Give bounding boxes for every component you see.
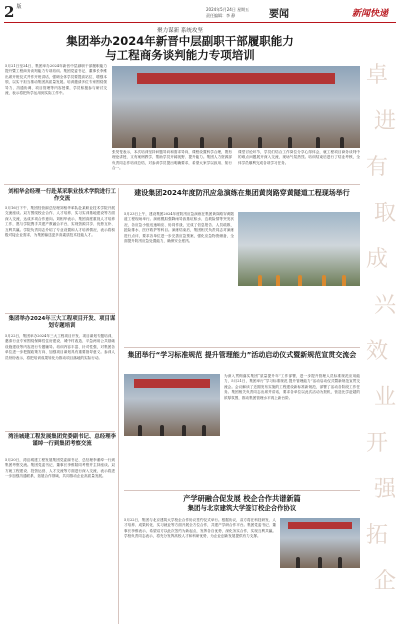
margin-slogan-char: 取 [373,201,396,226]
signing-participant [338,557,342,568]
margin-slogan-char: 强 [373,477,396,502]
lead-photo-audience [316,137,320,148]
lead-title-line-2: 与工程商务谈判能力专项培训 [105,48,255,62]
article-6-title: 产学研融合促发展 校企合作共谱新篇 [183,494,301,503]
lead-body-mid: 张昊旻表示，本次培训坚持问题导向和需求导向，课程设置科学合理，既有理论讲授，又有案例教学，帮助学员开阔视野、提升能力。集团人力资源部负责同志作培训总结，对参训学员提出明确要求，希望大家学以致用、知行合一。 [112,150,232,171]
article-6-subtitle: 集团与北京建筑大学签订校企合作协议 [187,504,297,512]
lead-photo-audience [200,137,204,148]
lead-photo-audience [132,137,136,148]
page-number-digit: 2 [4,3,15,21]
lead-bottom-rule [4,184,360,185]
meeting-attendee [202,425,206,436]
lead-photo-audience [228,137,232,148]
margin-slogan-char: 进 [373,109,396,134]
signing-participant [296,557,300,568]
right-rule-2 [124,490,360,491]
lead-kicker: 聚力谋新 系统攻坚 [157,28,203,34]
article-3-body: 5月20日，湾洼城建工程发展集团党委副书记、总经理李谨绰一行到集团考察交流。集团党委书记、董事长李维陪同考察并主持座谈。双方就工程建设、投资运营、人才交流等方面进行深入交流，表示将进一步加强沟通联系，拓展合作领域，共同推动企业高质量发展。 [5,458,115,479]
lead-body-right: 课堂讨论环节，学员们结合工作岗位分享心得体会，就工程项目商务谈判中的难点问题展开深入交流，现场气氛热烈。培训结束后进行了结业考核，全体学员顺利完成各项学习任务。 [238,150,360,165]
section-title: 要闻 [269,9,289,20]
article-6-photo [280,518,360,568]
drill-worker [342,275,346,286]
margin-slogan-char: 成 [365,247,388,272]
article-5-body: 为深入贯彻落实集团“质量提升年”工作部署，进一步提升管理人员标准规范应用能力，5月21日，集团举行“学习标准规范 提升管理能力”活动启动仪式暨新规范宣贯交流会。会议解读了近期发布实施的工程建设新标准新规范，部署了活动各阶段工作任务。集团相关负责同志出席并讲话，要求各单位以此次活动为契机，营造比学赶超的浓厚氛围，推动集团管理水平再上新台阶。 [224,374,360,400]
article-5-photo [124,374,220,436]
lead-title-line-1: 集团举办2024年新晋中层副职干部履职能力 [66,34,294,48]
article-5-photo-banner [134,379,211,388]
article-3-title: 湾洼城建工程发展集团党委副书记、总经理李谨绰一行到集团考察交流 [8,434,116,447]
margin-slogan-char: 兴 [373,293,396,318]
masthead-logo: 新闻快递 [352,9,389,19]
lead-photo-audience [258,137,262,148]
date-line: 2024年5月24日 星期五 [206,7,250,12]
lead-photo-audience [174,137,178,148]
margin-slogan-char: 拓 [365,523,388,548]
article-4-photo [238,212,360,286]
lead-body-left: 5月21日至24日，集团举办2024年新晋中层副职干部履职能力提升暨工程商务谈判能力专项培训。集团党委书记、董事长李维出席开班仪式并作开班讲话，强调全体学员要提高站位、增强本领，以实干担当推动集团高质量发展。培训邀请多位专家围绕领导力、沟通协调、项目管理等内容授课，学员积极参与研讨交流，表示将把所学运用到实际工作中。 [5,64,107,96]
meeting-attendee [182,425,186,436]
lead-photo-audience [288,137,292,148]
article-1-title: 刘相华会经理一行赴某采职业技术学院进行工作交流 [8,189,116,202]
margin-slogan-char: 开 [365,431,388,456]
lead-photo-audience [340,137,344,148]
article-2-title: 集团举办2024年三大工程项目开发、项目谋划专题培训 [8,316,116,329]
page-number-unit: 版 [16,4,22,10]
article-2-body: 5月22日，集团举办2024年三大工程项目开发、项目谋划专题培训，邀请行业专家围绕保障性住房建设、城中村改造、平急两用公共基础设施建设等内容进行专题辅导。培训内容丰富、针对性强，对集团各单位进一步把握政策方向、加强项目谋划具有重要指导意义。参训人员纷纷表示，将把培训成果转化为推动项目落地的实际行动。 [5,334,115,360]
margin-slogan-char: 效 [365,339,388,364]
right-rule-1 [124,347,360,348]
drill-worker [298,275,302,286]
margin-slogan-char: 卓 [365,63,388,88]
meeting-attendee [138,425,142,436]
lead-photo-banner [137,73,335,84]
meeting-attendee [160,425,164,436]
article-5-title: 集团举行“学习标准规范 提升管理能力”活动启动仪式暨新规范宣贯交流会 [127,351,357,359]
page-number [4,3,21,21]
header-rule [4,22,396,23]
column-divider [118,188,119,624]
article-6-photo-banner [288,522,352,529]
drill-worker [276,275,280,286]
left-rule-1 [5,313,115,314]
lead-photo-audience [152,137,156,148]
margin-slogan-char: 有 [365,155,388,180]
margin-slogan-char: 企 [373,569,396,594]
signing-participant [318,557,322,568]
editor-line: 责任编辑：李 静 [206,13,236,18]
article-1-body: 5月16日下午，集团经营副总经理刘相华率队赴某职业技术学院开展交流座谈。双方围绕校企合作、人才培养、实习实训基地建设等方面深入交流，达成多项合作意向。刘相华表示，集团高度重视人才培养工作，愿与学院携手共建产教融合平台，实现资源共享、优势互补、互利共赢。学院负责同志介绍了专业设置和人才培养情况，表示将积极对接企业需求，为集团输送更多高素质技术技能人才。 [5,206,115,238]
lead-photo [112,66,360,148]
drill-worker [258,275,262,286]
left-rule-2 [5,431,115,432]
article-4-title: 建设集团2024年度防汛应急演练在集团黄岗路穿黄隧道工程现场举行 [134,189,350,197]
article-4-body: 5月23日上午，建设集团2024年度防汛应急演练在集团黄岗路穿黄隧道工程现场举行。演练模拟强降雨导致基坑积水、边坡险情等突发状况，各应急小组迅速响应、协同作战，完成了信息报告、人员疏散、抢险排水、医疗救护等科目。演练结束后，集团相关负责同志对演练进行点评，要求各单位进一步完善应急预案，强化应急物资储备，全面提升防汛应急处置能力，确保安全度汛。 [124,212,234,244]
margin-slogan-char: 业 [373,385,396,410]
article-6-body: 5月22日，集团与北京建筑大学校企合作协议签约仪式举行。根据协议，双方将在科技研发、人才培养、成果转化、实习就业等方面开展全方位合作，共建产学研合作平台。集团党委书记、董事长李维表示，希望双方以此次签约为新起点，发挥各自优势，深化务实合作，实现互利共赢。学校负责同志表示，将充分发挥高校人才和科研优势，为企业创新发展提供有力支撑。 [124,518,276,539]
drill-worker [322,275,326,286]
